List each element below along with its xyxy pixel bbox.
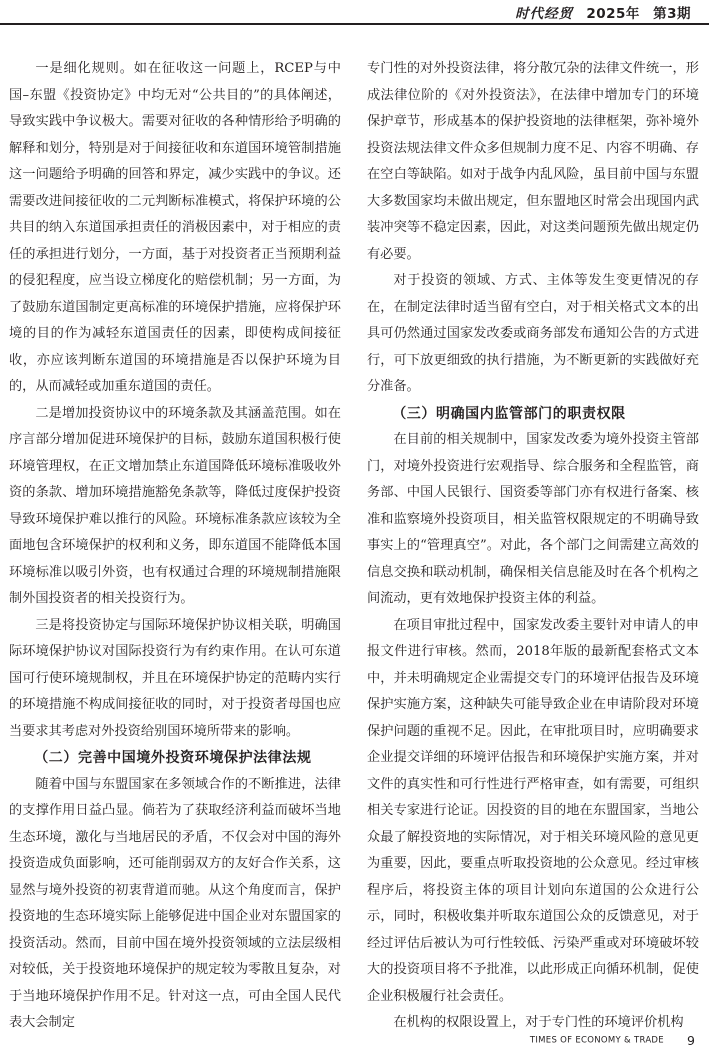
page-footer [530, 1030, 695, 1049]
paragraph: 一是细化规则。如在征收这一问题上，RCEP与中国–东盟《投资协定》中均无对“公共目的”的具体阐述，导致实践中争议极大。需要对征收的各种情形给予明确的解释和划分，特别是对于间接征收和东道国环境管制措施这一问题给予明确的回答和界定，减少实践中的争议。还需要改进间接征收的二元判断标准模式，将保护环境的公共目的纳入东道国承担责任的消极因素中，对于相应的责任的承担进行划分，一方面，基于对投资者正当预期利益的侵犯程度，应当设立梯度化的赔偿机制；另一方面，为了鼓励东道国制定更高标准的环境保护措施，应将保护环境的目的作为减轻东道国责任的因素，即使构成间接征收，亦应该判断东道国的环境措施是否以保护环境为目的，从而减轻或加重东道国的责任。 [9, 61, 341, 394]
header-issue-info [515, 2, 691, 22]
paragraph: 三是将投资协定与国际环境保护协议相关联，明确国际环境保护协议对国际投资行为有约束作用。在认可东道国可行使环境规制权，并且在环境保护协定的范畴内实行的环境措施不构成间接征收的同时，对于投资者母国也应当要求其考虑对外投资给别国环境所带来的影响。 [9, 617, 341, 739]
journal-title: TIMES OF ECONOMY & TRADE [529, 1035, 664, 1046]
magazine-name: 时代经贸 [515, 6, 574, 22]
paragraph: 二是增加投资协议中的环境条款及其涵盖范围。如在序言部分增加促进环境保护的目标，鼓励东道国积极行使环境管理权，在正文增加禁止东道国降低环境标准吸收外资的条款、增加环境措施豁免条款等，降低过度保护投资导致环境保护难以推行的风险。环境标准条款应该较为全面地包含环境保护的权利和义务，即东道国不能降低本国环境标准以吸引外资，也有权通过合理的环境规制措施限制外国投资者的相关投资行为。 [9, 405, 341, 606]
paragraph: 在目前的相关规制中，国家发改委为境外投资主管部门，对境外投资进行宏观指导、综合服务和全程监管，商务部、中国人民银行、国资委等部门亦有权进行备案、核准和监察境外投资项目，相关监管权限规定的不明确导致事实上的“管理真空”。对此，各个部门之间需建立高效的信息交换和联动机制，确保相关信息能及时在各个机构之间流动，更有效地保护投资主体的利益。 [367, 432, 699, 606]
paragraph: 专门性的对外投资法律，将分散冗杂的法律文件统一，形成法律位阶的《对外投资法》，在法律中增加专门的环境保护章节，形成基本的保护投资地的法律框架，弥补境外投资法规法律文件众多但规制力度不足、内容不明确、存在空白等缺陷。如对于战争内乱风险，虽目前中国与东盟大多数国家均未做出规定，但东盟地区时常会出现国内武装冲突等不稳定因素，因此，对这类问题预先做出规定仍有必要。 [367, 61, 699, 262]
header-year: 2025年 [586, 6, 640, 22]
paragraph: 对于投资的领域、方式、主体等发生变更情况的存在，在制定法律时适当留有空白，对于相关格式文本的出具可仍然通过国家发改委或商务部发布通知公告的方式进行，可下放更细致的执行措施，为不断更新的实践做好充分准备。 [367, 273, 699, 394]
section-heading: （二）完善中国境外投资环境保护法律法规 [34, 750, 312, 766]
section-heading: （三）明确国内监管部门的职责权限 [392, 405, 626, 422]
left-column [9, 56, 341, 1037]
paragraph: 随着中国与东盟国家在多领域合作的不断推进，法律的支撑作用日益凸显。倘若为了获取经济利益而破坏当地生态环境，激化与当地居民的矛盾，不仅会对中国的海外投资造成负面影响，还可能削弱双方的友好合作关系，这显然与境外投资的初衷背道而驰。从这个角度而言，保护投资地的生态环境实际上能够促进中国企业对东盟国家的投资活动。然而，目前中国在境外投资领域的立法层级相对较低，关于投资地环境保护的规定较为零散且复杂，对于当地环境保护作用不足。针对这一点，可由全国人民代表大会制定 [9, 776, 341, 1030]
paragraph: 在项目审批过程中，国家发改委主要针对申请人的申报文件进行审核。然而，2018年版的最新配套格式文本中，并未明确规定企业需提交专门的环境评估报告及环境保护实施方案，这种缺失可能导致企业在申请阶段对环境保护问题的重视不足。因此，在审批项目时，应明确要求企业提交详细的环境评估报告和环境保护实施方案，并对文件的真实性和可行性进行严格审查，如有需要，可组织相关专家进行论证。因投资的目的地在东盟国家，当地公众最了解投资地的实际情况，对于相关环境风险的意见更为重要，因此，要重点听取投资地的公众意见。经过审核程序后，将投资主体的项目计划向东道国的公众进行公示，同时，积极收集并听取东道国公众的反馈意见，对于经过评估后被认为可行性较低、污染严重或对环境破坏较大的投资项目将不予批准，以此形成正向循环机制，促使企业积极履行社会责任。 [367, 617, 699, 1004]
page-number: 9 [687, 1033, 695, 1048]
header-rule [0, 23, 709, 25]
header-issue: 第3期 [653, 6, 691, 22]
page-header [0, 0, 709, 26]
paragraph: 在机构的权限设置上，对于专门性的环境评价机构 [393, 1015, 684, 1030]
right-column [367, 56, 699, 1037]
